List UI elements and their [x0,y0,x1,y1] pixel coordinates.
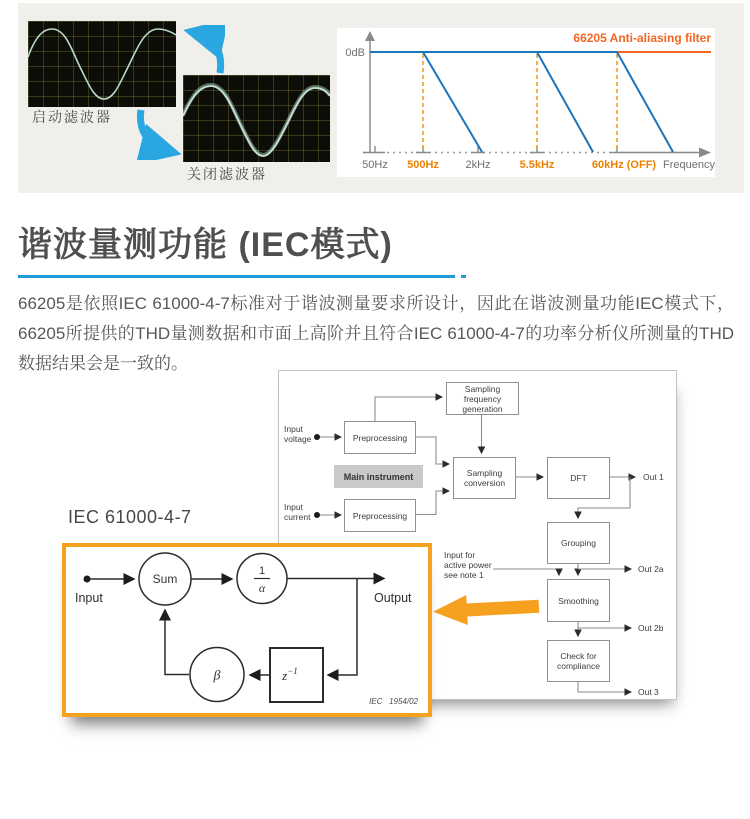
fraction-denominator-alpha: α [258,581,266,595]
beta-label: β [213,668,221,684]
out2b-label: Out 2b [638,623,664,633]
heading-underline-dot [461,275,466,278]
z-inverse-label: $z^{-1}$ [282,666,298,683]
noisy-sine-wave [183,75,330,162]
x-axis-label: Frequency [663,159,715,171]
input-current-node [314,512,320,518]
iec-feedback-diagram [62,543,432,717]
out2a-label: Out 2a [638,564,664,574]
chart-title: 66205 Anti-aliasing filter [573,31,711,45]
iec-credit: IEC 1954/02 [369,697,418,706]
box-grouping: Grouping [547,522,610,564]
rolloff-60khz [617,52,673,152]
page-title: 谐波量测功能 (IEC模式) [18,226,393,264]
oscilloscope-filter-off-image [183,75,330,162]
oscilloscope-filter-on-image [28,21,176,107]
box-check-for-compliance: Check for compliance [547,640,610,682]
filter-demo-section [18,3,744,193]
x-axis-arrow [699,148,711,158]
input-node [84,576,91,583]
box-smoothing: Smoothing [547,579,610,622]
tick-60khz-off: 60kHz (OFF) [591,159,657,171]
y-zero-label: 0dB [345,47,365,59]
out1-label: Out 1 [643,472,664,482]
orange-pointer-arrow-icon [432,591,539,627]
heading-underline [18,275,455,278]
curved-arrow-up-icon [183,25,225,75]
tick-5.5khz: 5.5kHz [519,159,555,171]
tick-50hz: 50Hz [362,159,388,171]
sum-label: Sum [152,572,178,586]
inset-title: IEC 61000-4-7 [68,507,192,527]
active-power-note: Input for active power see note 1 [444,550,492,580]
tick-2khz: 2kHz [465,159,491,171]
box-sampling-conversion: Sampling conversion [453,457,516,499]
anti-aliasing-filter-chart [337,28,715,177]
input-voltage-label: Input voltage [284,424,312,444]
curved-arrow-down-icon [136,108,184,160]
out3-label: Out 3 [638,687,659,697]
box-dft: DFT [547,457,610,499]
main-instrument-label: Main instrument [334,465,423,488]
filter-response-plot [337,28,715,177]
box-preprocessing-current: Preprocessing [344,499,416,532]
filter-on-label: 启动滤波器 [32,109,112,125]
smooth-sine-wave [28,21,176,107]
tick-500hz: 500Hz [407,159,439,171]
input-voltage-node [314,434,320,440]
fraction-numerator: 1 [258,565,266,577]
output-label: Output [374,591,412,605]
box-sampling-frequency-generation: Sampling frequency generation [446,382,519,415]
filter-off-label: 关闭滤波器 [187,166,267,182]
rolloff-500hz [423,52,482,152]
feedback-loop-drawing [66,547,428,713]
box-preprocessing-voltage: Preprocessing [344,421,416,454]
body-paragraph: 66205是依照IEC 61000-4-7标准对于谐波测量要求所设计，因此在谐波测量功能IEC模式下，66205所提供的THD量测数据和市面上高阶并且符合IEC 61000-4-7的功率分析仪所测量的THD数据结果会是一致的。 [18,294,734,373]
input-label: Input [75,591,103,605]
rolloff-5.5khz [537,52,593,152]
input-current-label: Input current [284,502,311,522]
y-axis-arrow [365,31,375,41]
